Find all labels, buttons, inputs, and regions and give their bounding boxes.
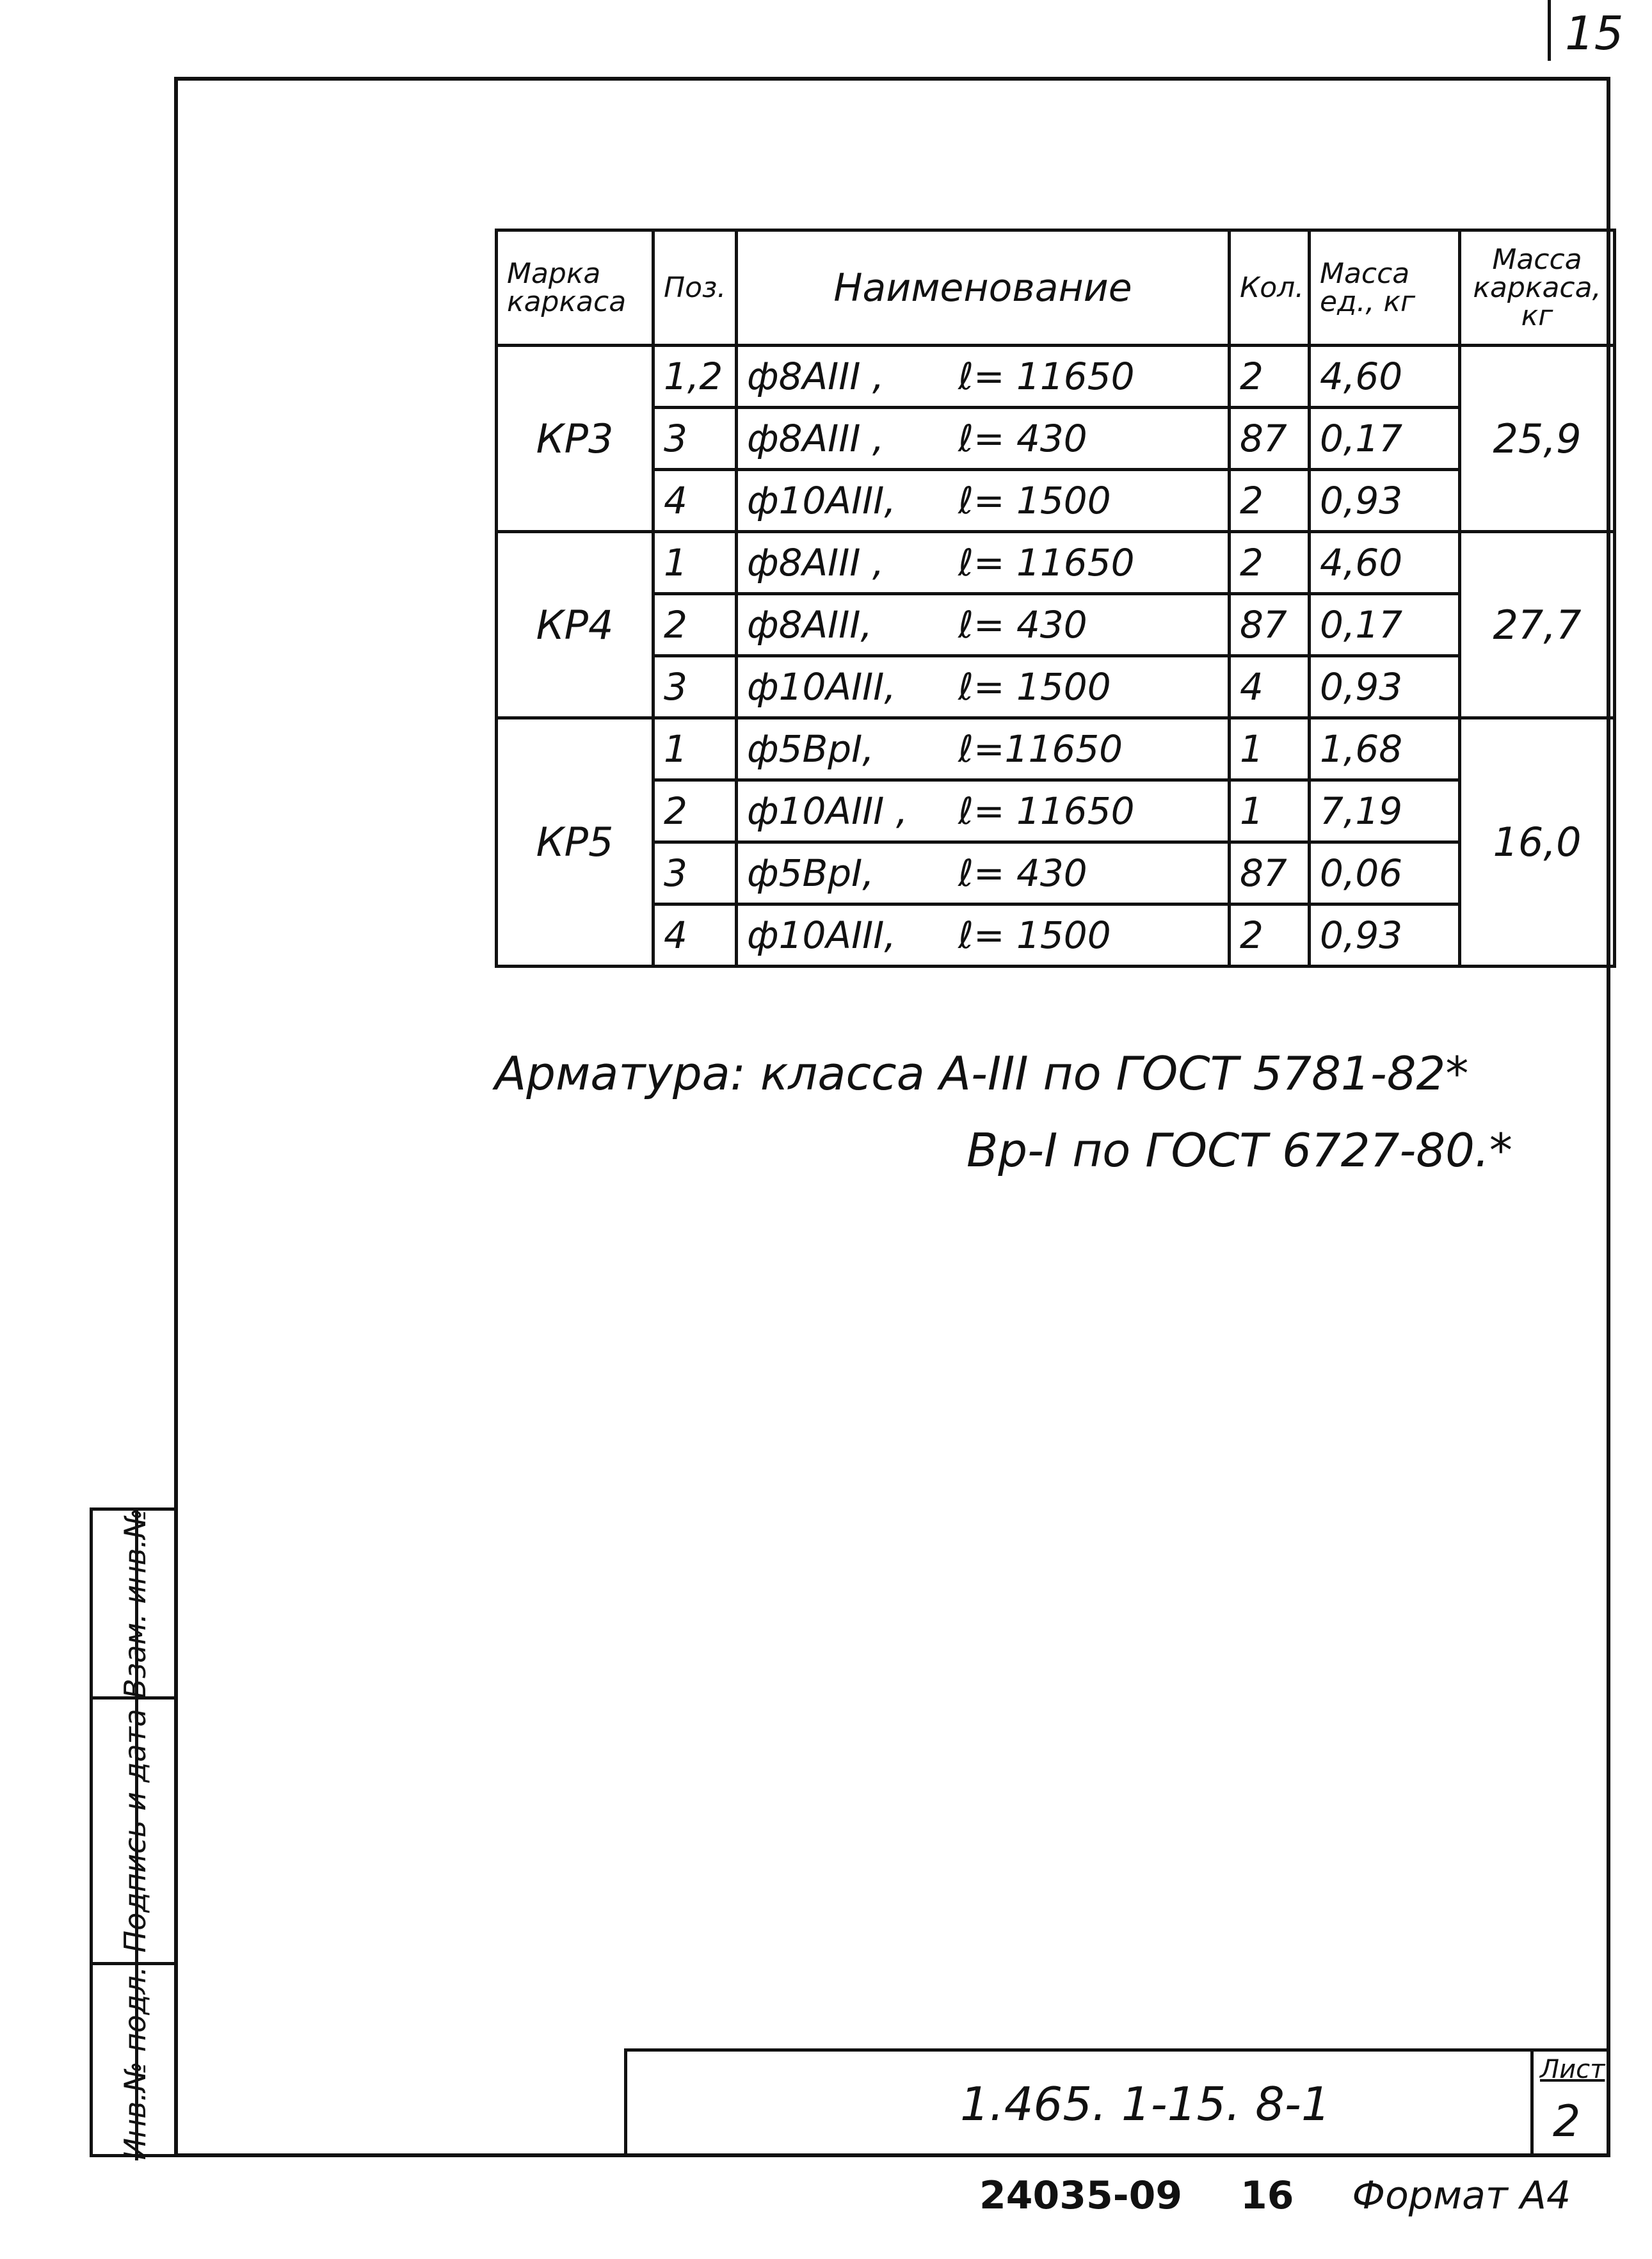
length-text: ℓ= 11650 (958, 355, 1135, 398)
pos-cell: 3 (654, 842, 737, 904)
table-header-row (497, 230, 1615, 346)
page-number-divider (1548, 0, 1551, 61)
pos-cell: 3 (654, 656, 737, 718)
frame-mass-cell: 16,0 (1460, 718, 1615, 967)
stamp-cell-signature-date (93, 1696, 177, 1962)
stamp-signature-date-label: Подпись и дата (118, 1708, 152, 1953)
sheet-label: Лист (1540, 2055, 1605, 2084)
pos-cell: 2 (654, 594, 737, 656)
stamp-replaces-inv-label: Взам. инв.№ (118, 1508, 152, 1699)
frame-mark-cell: КР4 (497, 532, 654, 718)
document-code: 1.465. 1-15. 8-1 (960, 2077, 1331, 2131)
header-pos: Поз. (654, 230, 737, 346)
length-text: ℓ= 11650 (958, 541, 1135, 584)
name-cell (737, 904, 1230, 967)
table-row (497, 842, 1615, 904)
unit-mass-cell: 0,93 (1310, 470, 1460, 532)
diameter-text: ф8АIII, (747, 603, 872, 647)
length-text: ℓ= 1500 (958, 665, 1111, 709)
header-name: Наименование (737, 230, 1230, 346)
order-number: 24035-09 (979, 2173, 1183, 2218)
specification-table (495, 229, 1616, 968)
table-row (497, 470, 1615, 532)
length-text: ℓ= 430 (958, 851, 1087, 895)
diameter-text: ф10АIII, (747, 913, 896, 957)
unit-mass-cell: 4,60 (1310, 532, 1460, 594)
qty-cell: 2 (1230, 904, 1310, 967)
unit-mass-cell: 7,19 (1310, 780, 1460, 842)
length-text: ℓ= 430 (958, 417, 1087, 460)
length-text: ℓ= 430 (958, 603, 1087, 647)
table-row (497, 656, 1615, 718)
sheet-number: 2 (1553, 2096, 1581, 2147)
length-text: ℓ= 1500 (958, 479, 1111, 522)
unit-mass-cell: 4,60 (1310, 346, 1460, 408)
length-text: ℓ=11650 (958, 727, 1123, 771)
qty-cell: 87 (1230, 842, 1310, 904)
qty-cell: 2 (1230, 532, 1310, 594)
side-approval-stamp (90, 1507, 174, 2160)
name-cell (737, 470, 1230, 532)
header-mark: Марка каркаса (497, 230, 654, 346)
table-row (497, 346, 1615, 408)
table-row (497, 718, 1615, 780)
name-cell (737, 718, 1230, 780)
diameter-text: ф10АIII, (747, 665, 896, 709)
table-row (497, 532, 1615, 594)
length-text: ℓ= 11650 (958, 789, 1135, 833)
name-cell (737, 594, 1230, 656)
name-cell (737, 408, 1230, 470)
diameter-text: ф8АIII , (747, 417, 885, 460)
diameter-text: ф10АIII, (747, 479, 896, 522)
frame-mass-cell: 25,9 (1460, 346, 1615, 532)
copy-number: 16 (1240, 2173, 1294, 2218)
title-block (624, 2048, 1610, 2157)
name-cell (737, 532, 1230, 594)
diameter-text: ф10АIII , (747, 789, 908, 833)
length-text: ℓ= 1500 (958, 913, 1111, 957)
paper-format: Формат А4 (1352, 2173, 1571, 2218)
pos-cell: 1 (654, 532, 737, 594)
header-frame-mass: Масса каркаса, кг (1460, 230, 1615, 346)
qty-cell: 2 (1230, 346, 1310, 408)
pos-cell: 1,2 (654, 346, 737, 408)
header-unit-mass: Масса ед., кг (1310, 230, 1460, 346)
unit-mass-cell: 1,68 (1310, 718, 1460, 780)
stamp-inv-original-label: Инв.№ подл. (118, 1966, 152, 2160)
stamp-cell-inv-original (93, 1962, 177, 2160)
footer (979, 2173, 1616, 2218)
qty-cell: 1 (1230, 718, 1310, 780)
diameter-text: ф8АIII , (747, 355, 885, 398)
qty-cell: 2 (1230, 470, 1310, 532)
frame-mark-cell: КР3 (497, 346, 654, 532)
table-row (497, 408, 1615, 470)
pos-cell: 4 (654, 470, 737, 532)
pos-cell: 3 (654, 408, 737, 470)
table-row (497, 780, 1615, 842)
frame-mass-cell: 27,7 (1460, 532, 1615, 718)
unit-mass-cell: 0,06 (1310, 842, 1460, 904)
diameter-text: ф5ВрI, (747, 851, 874, 895)
header-qty: Кол. (1230, 230, 1310, 346)
qty-cell: 4 (1230, 656, 1310, 718)
stamp-cell-replaces-inv (93, 1508, 177, 1699)
pos-cell: 1 (654, 718, 737, 780)
diameter-text: ф8АIII , (747, 541, 885, 584)
name-cell (737, 656, 1230, 718)
name-cell (737, 346, 1230, 408)
qty-cell: 87 (1230, 594, 1310, 656)
sheet-box (1530, 2052, 1607, 2154)
reinforcement-note-line2: Вр-I по ГОСТ 6727-80.* (966, 1123, 1512, 1177)
pos-cell: 2 (654, 780, 737, 842)
qty-cell: 1 (1230, 780, 1310, 842)
name-cell (737, 780, 1230, 842)
unit-mass-cell: 0,93 (1310, 656, 1460, 718)
table-row (497, 904, 1615, 967)
table-row (497, 594, 1615, 656)
page-number: 15 (1565, 6, 1624, 60)
frame-mark-cell: КР5 (497, 718, 654, 967)
qty-cell: 87 (1230, 408, 1310, 470)
diameter-text: ф5ВрI, (747, 727, 874, 771)
pos-cell: 4 (654, 904, 737, 967)
reinforcement-note-line1: Арматура: класса А-III по ГОСТ 5781-82* (495, 1047, 1469, 1100)
unit-mass-cell: 0,17 (1310, 594, 1460, 656)
unit-mass-cell: 0,17 (1310, 408, 1460, 470)
name-cell (737, 842, 1230, 904)
unit-mass-cell: 0,93 (1310, 904, 1460, 967)
